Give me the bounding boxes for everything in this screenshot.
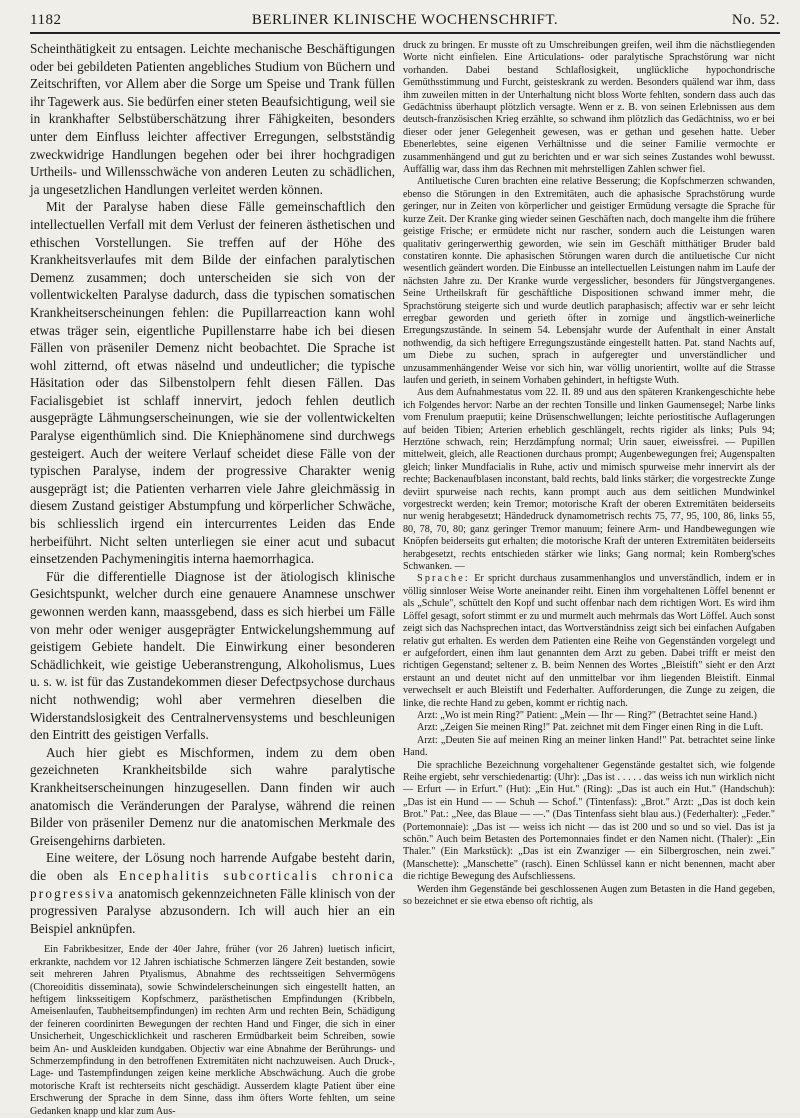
case-report-paragraph: Ein Fabrikbesitzer, Ende der 40er Jahre, früher (vor 26 Jahren) luetisch inficirt, erkrankte, nachdem vor 12 Jahren ischiatische Schmerzen längere Zeit bestanden, sowie seit mehreren Jahren Ptyalismus, Abnahme des rechtsseitigen Sehvermögens (Choreoiditis disseminata), sowie Schwindelerscheinungen sich eingestellt hatten, an heftigem linksseitigem Kopfschmerz, parästhetischen Empfindungen (Kribbeln, Ameisenlaufen, Taubheitsempfindungen) im rechten Arm und rechten Bein, Schädigung der feineren coordinirten Bewegungen der rechten Hand und Finger, die sich in einer Unsicherheit, Ungeschicklichkeit und rascheren Ermüdbarkeit beim Schreiben, sowie beim An- und Auskleiden kundgaben. Objectiv war eine Abnahme der Berührungs- und Schmerzempfindung in den betroffenen Extremitäten nicht nachzuweisen. Auch Druck-, Lage- und Tastempfindungen zeigen keine merkliche Abschwächung. Auch die grobe motorische Kraft ist rechterseits nicht geschädigt. Ausserdem klagte Patient über eine Erschwerung der Sprache in dem Sinne, dass ihm öfters Worte fehlten, um seine Gedanken knapp und klar zum Aus- <box>30 944 395 1117</box>
paragraph: Scheinthätigkeit zu entsagen. Leichte mechanische Beschäftigungen oder bei gebildeten Patienten angebliches Studium von Büchern und Zeitschriften, vor Allem aber die Sorge um Speise und Trank füllen ihr Tagewerk aus. Sie bedürfen einer steten Beaufsichtigung, weil sie in krankhafter Selbstüberschätzung ihrer Fähigkeiten, besonders unter dem Einfluss leichter affectiver Erregungen, selbstständig zweckwidrige Handlungen begehen oder bei ihrer hochgradigen Urtheils- und Willensschwäche von anderen Leuten zu schädlichen, ja ungesetzlichen Handlungen verleitet werden können. <box>30 41 395 197</box>
right-column <box>403 40 775 1105</box>
text-run: anatomisch gekennzeichneten Fälle klinisch von der progressiven Paralyse abzusondern. Ich will auch hier an ein Beispiel anknüpfen. <box>30 885 395 936</box>
page-number: 1182 <box>30 12 62 28</box>
paragraph <box>403 573 775 709</box>
paragraph: Werden ihm Gegenstände bei geschlossenen Augen zum Betasten in die Hand gegeben, so bezeichnet er sie etwa ebenso oft richtig, als <box>403 883 775 908</box>
paragraph: Mit der Paralyse haben diese Fälle gemeinschaftlich den intellectuellen Verfall mit dem Verlust der feineren ästhetischen und ethischen Vorstellungen. Sie treffen auf der Höhe des Krankheitsverlaufes mit dem Bilde der einfachen paralytischen Demenz zusammen; doch unterscheiden sie sich von der vollentwickelten Paralyse dadurch, dass die typischen somatischen Krankheitserscheinungen fehlen: die Pupillarreaction kann wohl etwas träger sein, eigentliche Pupillenstarre habe ich bei diesen Fällen von präseniler Demenz nicht beobachtet. Die Sprache ist wohl zitternd, oft etwas näselnd und undeutlicher; die typische Häsitation oder das Silbenstolpern fehlt diesen Fällen. Das Facialisgebiet ist schlaff innervirt, jedoch fehlen deutlich ausgeprägte Lähmungserscheinungen, wie sie der vollentwickelten Paralyse eigenthümlich sind. Die Kniephänomene sind durchwegs gesteigert. Auch der weitere Verlauf scheidet diese Fälle von der typischen Paralyse, indem der progressive Charakter wenig ausgeprägt ist; die Patienten verharren viele Jahre gleichmässig in diesem Zustand geistiger Abstumpfung und körperlicher Schwäche, bis schliesslich irgend ein intercurrentes Leiden das Ende herbeiführt. Nicht selten unterliegen sie einer acut und subacut einsetzenden Pachymeningitis interna haemorrhagica. <box>30 199 395 567</box>
emphasized-term: Encephalitis subcorticalis chronica progressiva <box>30 867 395 901</box>
dialogue-line: Arzt: „Zeigen Sie meinen Ring!" Pat. zeichnet mit dem Finger einen Ring in die Luft. <box>417 722 764 734</box>
issue-number: No. 52. <box>731 12 780 28</box>
paragraph: druck zu bringen. Er musste oft zu Umschreibungen greifen, weil ihm die nächstliegenden Worte nicht einfielen. Eine Articulations- oder paralytische Sprachstörung war nicht vorhanden. Dabei bestand Schlaflosigkeit, unglückliche hypochondrische Gemüthsstimmung und Furcht, geisteskrank zu werden. Besonders quälend war ihm, dass ihm zuweilen mitten in der Unterhaltung nicht bloss Worte fehlten, sondern dass auch das Gedächtniss überhaupt plötzlich versagte. Wenn er z. B. von seinen Erlebnissen aus dem deutsch-französischen Krieg erzählte, so schwand ihm plötzlich das Gedächtniss, wo er bei dieser oder jener Gelegenheit gewesen, was er gethan und gesehen hatte. Ueber Ebenerlebtes, seine eigenen Verhältnisse und die seiner Familie vermochte er zusammenhängend und gut zu berichten und er war sich seines Zustandes wohl bewusst. Auffällig war, dass ihm das Rechnen mit mehrstelligen Zahlen schwer fiel. <box>403 40 775 176</box>
dialogue-line: Arzt: „Wo ist mein Ring?" Patient: „Mein — Ihr — Ring?" (Betrachtet seine Hand.) <box>417 709 757 721</box>
paragraph <box>30 849 395 937</box>
text-run: Eine weitere, der Lösung noch harrende Aufgabe besteht darin, die oben als <box>30 850 395 883</box>
left-column <box>30 40 395 1117</box>
section-label: Sprache: <box>417 573 470 585</box>
text-run: Er spricht durchaus zusammenhanglos und unverständlich, indem er in völlig sinnloser Weise Worte aneinander reiht. Einen ihm vorgehaltenen Löffel benennt er als „Schule", schüttelt den Kopf und sucht offenbar nach dem richtigen Wort. Es wird ihm Löffel gesagt, sofort stimmt er zu und murmelt auch mehrmals das Wort Löffel. Auch sonst zeigt sich das Nachsprechen intact, das Wortverständniss zeigt sich bei einfachen Aufgaben relativ gut erhalten. Es werden dem Patienten eine Reihe von Gegenständen vorgelegt und er aufgefordert, einen ihm laut genannten dem Arzt zu geben. Dabei trifft er meist den richtigen Gegenstand; seltener z. B. beim Nennen des Wortes „Bleistift" sieht er den Arzt erstaunt an und deutet nicht auf den unmittelbar vor ihm liegenden Bleistift. Einmal verwechselt er auch Bleistift und Federhalter. Aufforderungen, die Zunge zu zeigen, die linke, die rechte Hand zu geben, kommt er richtig nach. <box>403 573 775 709</box>
page-header <box>30 10 780 34</box>
paragraph: Die sprachliche Bezeichnung vorgehaltener Gegenstände gestaltet sich, wie folgende Reihe ergiebt, sehr verschiedenartig: (Uhr): „Das ist . . . . . das weiss ich nun wirklich nicht — Erfurt — in Erfurt." (Hut): „Ein Hut." (Ring): „Das ist auch ein Hut." (Handschuh): „Das ist ein Hund — — Schuh — Schof." (Tintenfass): „Brot." Arzt: „Das ist doch kein Brot." Pat.: „Nee, das Blaue — —." (Das Tintenfass sieht blau aus.) (Federhalter): „Feder." (Portemonnaie): „Das ist — weiss ich nicht — das ist 200 und so und so viel. Das ist ja schön." Auch beim Betasten des Portemonnaies findet er den Namen nicht. (Thaler): „Ein Thaler." (Ein Markstück): „Das ist ein Zwanziger — ein Silbergroschen, nein zwei." (Manschette): „Manschette" (rasch). Einen Schlüssel kann er nicht benennen, macht aber die richtige Bewegung des Aufschliessens. <box>403 759 775 883</box>
paragraph: Antiluetische Curen brachten eine relative Besserung; die Kopfschmerzen schwanden, ebenso die Störungen in den Extremitäten, auch die aphasische Sprachstörung wurde geringer, nur in Zeiten von körperlicher und geistiger Ermüdung versagte die Sprache für kurze Zeit. Der Kranke ging wieder seinen Geschäften nach, doch mangelte ihm die frühere geistige Frische; er ermüdete nicht nur rascher, sondern auch die Leistungen waren qualitativ geringerwerthig geworden, wie sein im Geschäft mitthätiger Bruder bald constatiren konnte. Die aphasischen Störungen waren durch die antiluetische Cur nicht wesentlich geändert worden. Die Einbusse an intellectuellen Leistungen nahm im Laufe der nächsten Jahre zu. Der Kranke wurde vergesslicher, besonders für Jüngstvergangenes. Seine Urtheilskraft für geschäftliche Dispositionen schwand immer mehr, die Sprachstörung steigerte sich und wurde deutlich paraphasisch; affectiv war er sehr leicht erregbar geworden und gerieth öfter in zornige und ängstlich-weinerliche Erregungszustände. In seinem 54. Lebensjahr wurde der Aufenthalt in einer Anstalt nothwendig, da sich heftigere Erregungszustände eingestellt hatten. Pat. stand Nachts auf, um Diebe zu suchen, sprach in aufgeregter und unverständlicher und unzusammenhängender Weise vor sich hin, war völlig unorientirt, wollte auf die Strasse laufen und gerieth, in seinem Vorhaben gehindert, in heftigste Wuth. <box>403 176 775 386</box>
journal-title: BERLINER KLINISCHE WOCHENSCHRIFT. <box>251 12 559 28</box>
dialogue-line: Arzt: „Deuten Sie auf meinen Ring an meiner linken Hand!" Pat. betrachtet seine linke Hand. <box>403 734 775 759</box>
paragraph: Für die differentielle Diagnose ist der ätiologisch klinische Gesichtspunkt, welcher durch eine genauere Anamnese unschwer gewonnen werden kann, maassgebend, dass es sich hierbei um Fälle von mehr oder weniger ausgeprägter Entwickelungshemmung auf geistigem Gebiete handelt. Die Einwirkung einer besonderen Schädlichkeit, wie geistige Ueberanstrengung, Alkoholismus, Lues u. s. w. ist für das Zustandekommen dieser Defectpsychose durchaus nicht nothwendig; wohl aber vermehren dieselben die Widerstandslosigkeit des Centralnervensystems und beschleunigen den Eintritt des geistigen Verfalls. <box>30 568 395 743</box>
paragraph: Aus dem Aufnahmestatus vom 22. II. 89 und aus den späteren Krankengeschichte hebe ich Folgendes hervor: Narbe an der rechten Tonsille und linken Gaumensegel; Narbe links vom Frenulum praeputii; keine Drüsenschwellungen; leichte periostitische Auflagerungen auf beiden Tibien; Arterien erheblich geschlängelt, rechts rigider als links; Puls 94; Herztöne schwach, rein; Herzdämpfung normal; Urin sauer, eiweissfrei. — Pupillen mittelweit, gleich, alle Reactionen durchaus prompt; Augenbewegungen frei; Augenspalten gleich; linker Mundfacialis in Ruhe, activ und mimisch spurweise mehr innervirt als der rechte; Backenaufblasen inconstant, bald rechts, bald links stärker; die vorgestreckte Zunge deviirt spurweise nach rechts, kann prompt auch aus dem seitlichen Mundwinkel vorgestreckt werden; kein Tremor; motorische Kraft der oberen Extremitäten beiderseits nur wenig herabgesetzt; Händedruck dynamometrisch rechts 75, 77, 95, 100, 86, links 55, 80, 78, 70, 80; ganz geringer Tremor manuum; feinere Arm- und Handbewegungen wie Knöpfen beiderseits gut erhalten; die motorische Kraft der unteren Extremitäten beiderseits herabgesetzt, rechts entschieden stärker wie links; Gang normal; kein Romberg'sches Schwanken. — <box>403 387 775 573</box>
paragraph: Auch hier giebt es Mischformen, indem zu dem oben gezeichneten Krankheitsbilde sich wahre paralytische Krankheitserscheinungen hinzugesellen. Dann finden wir auch anatomisch die Veränderungen der Paralyse, während die reinen Bilder von präseniler Demenz nur die anatomischen Merkmale des Greisengehirns darbieten. <box>30 744 395 848</box>
